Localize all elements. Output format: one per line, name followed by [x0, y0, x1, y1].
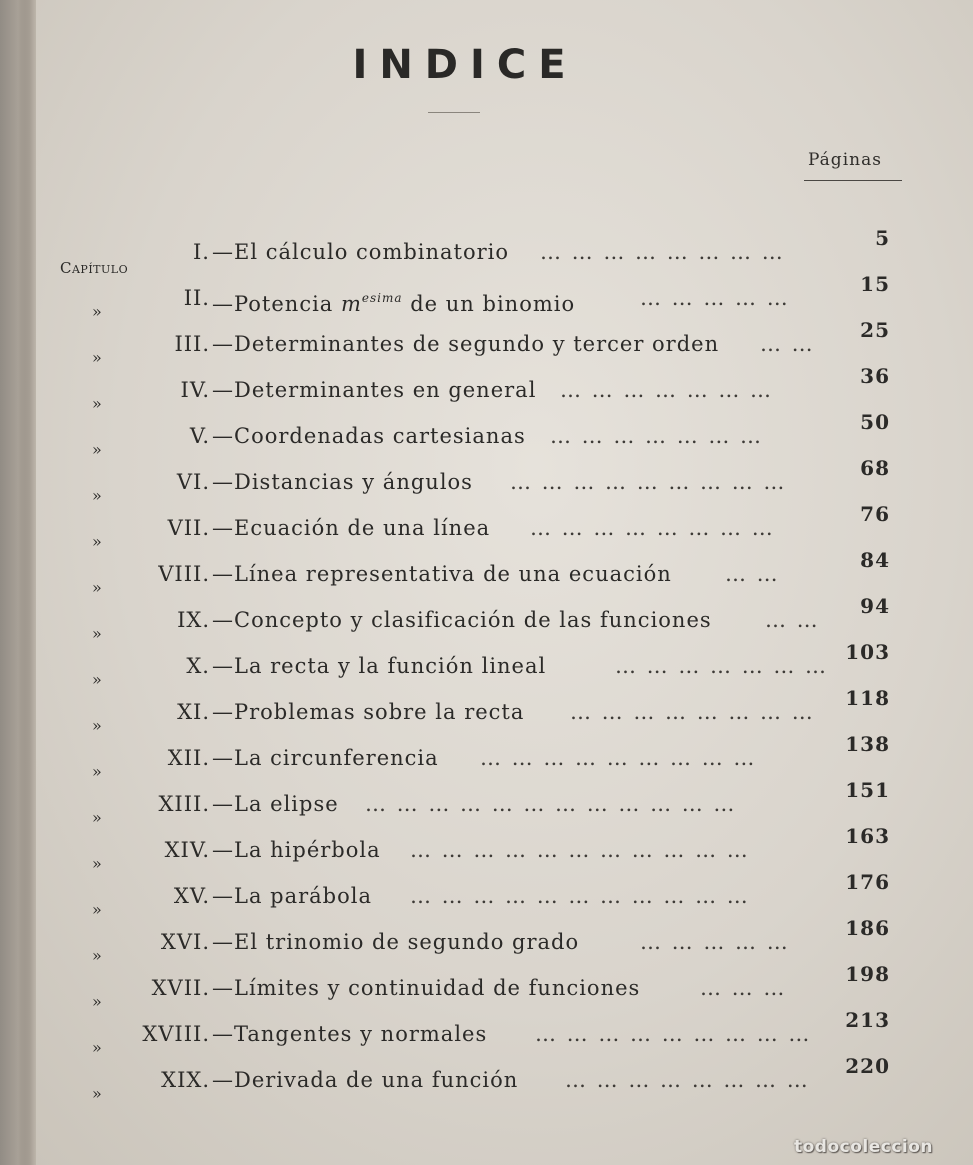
chapter-number: V. [189, 424, 210, 448]
chapter-title: —El cálculo combinatorio [212, 240, 510, 264]
toc-entry [60, 502, 890, 551]
leader-dots: … … … … … … … … … [510, 470, 787, 494]
chapter-title: —La parábola [212, 884, 372, 908]
pages-column-header: Páginas [808, 150, 882, 170]
ditto-mark: » [92, 1084, 103, 1103]
chapter-title: —Derivada de una función [212, 1068, 519, 1092]
page-number: 198 [845, 962, 890, 986]
page-number: 213 [845, 1008, 890, 1032]
chapter-number: VII. [167, 516, 210, 540]
chapter-title: —La elipse [212, 792, 339, 816]
chapter-title: —Coordenadas cartesianas [212, 424, 526, 448]
leader-dots: … … [725, 562, 780, 586]
toc-entry [60, 1054, 890, 1103]
ditto-mark: » [92, 900, 103, 919]
ditto-mark: » [92, 532, 103, 551]
toc-entry [60, 824, 890, 873]
leader-dots: … … … … … [640, 286, 790, 310]
chapter-number: IX. [177, 608, 210, 632]
ditto-mark: » [92, 302, 103, 321]
chapter-title: —Concepto y clasificación de las funciones [212, 608, 712, 632]
ditto-mark: » [92, 1038, 103, 1057]
page-number: 151 [845, 778, 890, 802]
chapter-number: XIII. [158, 792, 210, 816]
toc-entry [60, 548, 890, 597]
ditto-mark: » [92, 716, 103, 735]
leader-dots: … … … … … … … … [570, 700, 815, 724]
chapter-title: —Tangentes y normales [212, 1022, 488, 1046]
page-number: 186 [845, 916, 890, 940]
toc-entry [60, 456, 890, 505]
chapter-number: XVIII. [142, 1022, 210, 1046]
page-number: 118 [845, 686, 890, 710]
ditto-mark: » [92, 992, 103, 1011]
page-number: 163 [845, 824, 890, 848]
watermark: todocoleccion [793, 1137, 933, 1157]
page-title: INDICE [352, 42, 578, 88]
page-number: 94 [860, 594, 890, 618]
leader-dots: … … … … … … … [615, 654, 829, 678]
ditto-mark: » [92, 394, 103, 413]
chapter-title: —Línea representativa de una ecuación [212, 562, 672, 586]
chapter-number: I. [193, 240, 210, 264]
page-number: 220 [845, 1054, 890, 1078]
chapter-title: —La circunferencia [212, 746, 439, 770]
chapter-number: XIV. [164, 838, 210, 862]
leader-dots: … … … … … … … … … [480, 746, 757, 770]
toc-entry [60, 732, 890, 781]
ditto-mark: » [92, 486, 103, 505]
page-number: 15 [860, 272, 890, 296]
chapter-title: —Problemas sobre la recta [212, 700, 525, 724]
chapter-title: —La recta y la función lineal [212, 654, 547, 678]
ditto-mark: » [92, 624, 103, 643]
chapter-number: XI. [177, 700, 210, 724]
ditto-mark: » [92, 854, 103, 873]
leader-dots: … … [760, 332, 815, 356]
leader-dots: … … … … … … … … … … … [410, 838, 750, 862]
leader-dots: … … … … … … … [560, 378, 774, 402]
page-number: 50 [860, 410, 890, 434]
toc-entry [60, 1008, 890, 1057]
leader-dots: … … … … … … … … [540, 240, 785, 264]
chapter-title: —La hipérbola [212, 838, 381, 862]
leader-dots: … … … … … … … … [530, 516, 775, 540]
ditto-mark: » [92, 808, 103, 827]
leader-dots: … … … … … … … … … [535, 1022, 812, 1046]
toc-entry [60, 364, 890, 413]
ditto-mark: » [92, 348, 103, 367]
toc-entry [60, 318, 890, 367]
chapter-title: —Ecuación de una línea [212, 516, 491, 540]
chapter-number: II. [183, 286, 210, 310]
chapter-number: III. [174, 332, 210, 356]
ditto-mark: » [92, 578, 103, 597]
leader-dots: … … … … … … … [550, 424, 764, 448]
page-number: 176 [845, 870, 890, 894]
leader-dots: … … [765, 608, 820, 632]
page-number: 36 [860, 364, 890, 388]
chapter-label: Capítulo [60, 259, 129, 277]
leader-dots: … … … … … [640, 930, 790, 954]
toc-entry [60, 226, 890, 277]
leader-dots: … … … … … … … … … … … [410, 884, 750, 908]
chapter-title: —Determinantes en general [212, 378, 537, 402]
chapter-number: XVI. [160, 930, 210, 954]
chapter-title: —Distancias y ángulos [212, 470, 473, 494]
chapter-number: VIII. [158, 562, 210, 586]
toc-entry [60, 778, 890, 827]
page-number: 25 [860, 318, 890, 342]
leader-dots: … … … [700, 976, 787, 1000]
ditto-mark: » [92, 762, 103, 781]
page-number: 84 [860, 548, 890, 572]
toc-entry [60, 272, 890, 321]
page-number: 5 [875, 226, 890, 250]
toc-entry [60, 870, 890, 919]
chapter-number: XVII. [151, 976, 210, 1000]
toc-entry [60, 916, 890, 965]
chapter-number: XIX. [161, 1068, 210, 1092]
chapter-title: —Límites y continuidad de funciones [212, 976, 641, 1000]
toc-entry [60, 686, 890, 735]
ditto-mark: » [92, 440, 103, 459]
chapter-title: —Potencia $m^{esima}$ de un binomio [212, 291, 576, 316]
page-number: 138 [845, 732, 890, 756]
chapter-number: X. [186, 654, 210, 678]
page-number: 103 [845, 640, 890, 664]
chapter-number: XV. [173, 884, 210, 908]
toc-entry [60, 640, 890, 689]
toc-entry [60, 962, 890, 1011]
chapter-number: IV. [180, 378, 210, 402]
chapter-title: —Determinantes de segundo y tercer orden [212, 332, 720, 356]
toc-entry [60, 594, 890, 643]
toc-entry [60, 410, 890, 459]
chapter-number: VI. [176, 470, 210, 494]
chapter-title: —El trinomio de segundo grado [212, 930, 580, 954]
leader-dots: … … … … … … … … … … … … [365, 792, 737, 816]
ditto-mark: » [92, 946, 103, 965]
ditto-mark: » [92, 670, 103, 689]
page-number: 76 [860, 502, 890, 526]
chapter-number: XII. [167, 746, 210, 770]
page-number: 68 [860, 456, 890, 480]
leader-dots: … … … … … … … … [565, 1068, 810, 1092]
